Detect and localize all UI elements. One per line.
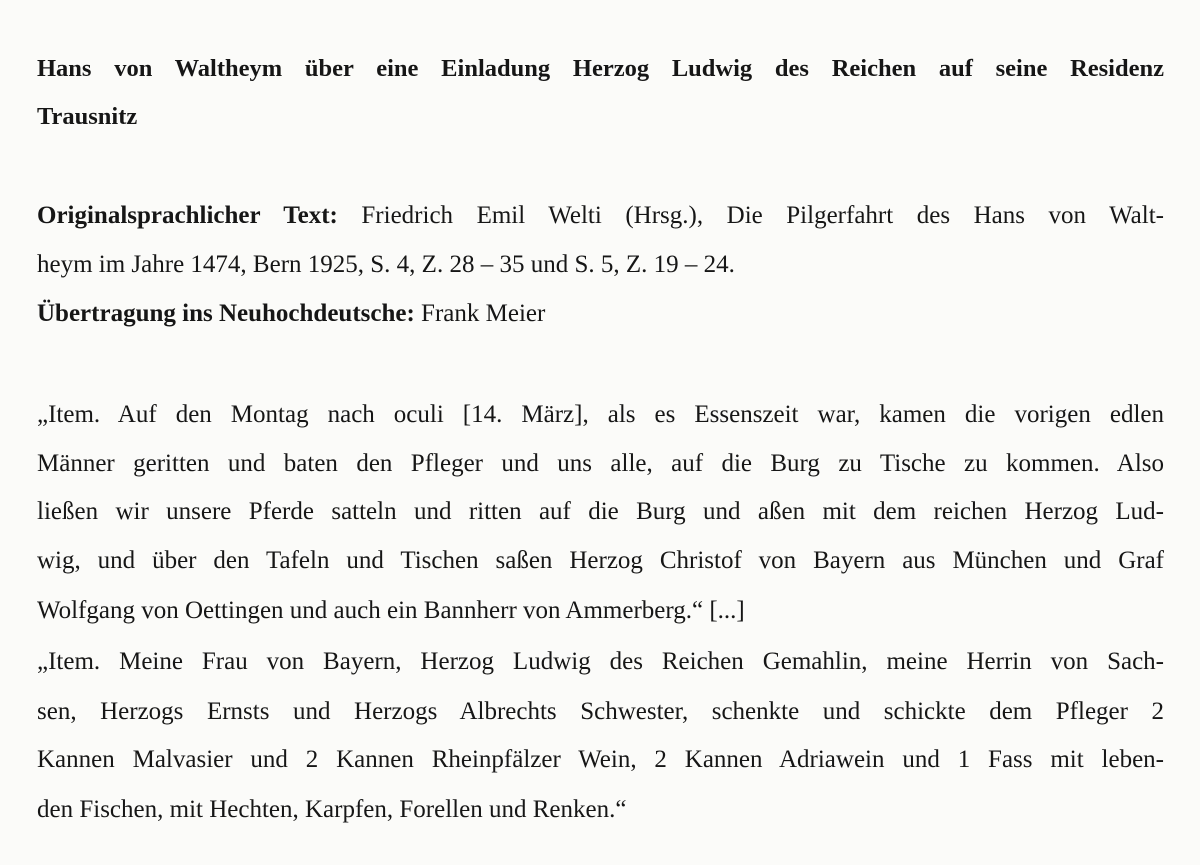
source-citation-part-1: Friedrich Emil Welti (Hrsg.), Die Pilgerfahrt des Hans von Walt-	[361, 202, 1164, 229]
translator-name: Frank Meier	[421, 300, 546, 327]
quote-1-line: wig, und über den Tafeln und Tischen saßen Herzog Christof von Bayern aus München und Graf	[37, 547, 1164, 574]
quote-1-line: „Item. Auf den Montag nach oculi [14. März], als es Essenszeit war, kamen die vorigen edlen	[37, 401, 1164, 428]
quote-2-line: „Item. Meine Frau von Bayern, Herzog Ludwig des Reichen Gemahlin, meine Herrin von Sach-	[37, 648, 1164, 675]
translation-line	[37, 299, 545, 329]
quote-1-line: ließen wir unsere Pferde satteln und ritten auf die Burg und aßen mit dem reichen Herzog Lud-	[37, 498, 1164, 525]
source-label: Originalsprachlicher Text:	[37, 202, 338, 229]
translation-label: Übertragung ins Neuhochdeutsche:	[37, 300, 415, 327]
quote-2-line: Kannen Malvasier und 2 Kannen Rheinpfälzer Wein, 2 Kannen Adriawein und 1 Fass mit leben-	[37, 746, 1164, 773]
document-title-line-1: Hans von Waltheym über eine Einladung Herzog Ludwig des Reichen auf seine Residenz	[37, 55, 1164, 82]
quote-1-line: Wolfgang von Oettingen und auch ein Bannherr von Ammerberg.“ [...]	[37, 597, 745, 624]
quote-2-line: den Fischen, mit Hechten, Karpfen, Forellen und Renken.“	[37, 796, 627, 823]
source-citation-part-2: heym im Jahre 1474, Bern 1925, S. 4, Z. 28 – 35 und S. 5, Z. 19 – 24.	[37, 251, 735, 278]
quote-2-line: sen, Herzogs Ernsts und Herzogs Albrechts Schwester, schenkte und schickte dem Pfleger 2	[37, 698, 1164, 725]
document-title-line-2: Trausnitz	[37, 103, 138, 130]
quote-1-line: Männer geritten und baten den Pfleger und uns alle, auf die Burg zu Tische zu kommen. Also	[37, 450, 1164, 477]
source-line-1	[37, 201, 1164, 231]
